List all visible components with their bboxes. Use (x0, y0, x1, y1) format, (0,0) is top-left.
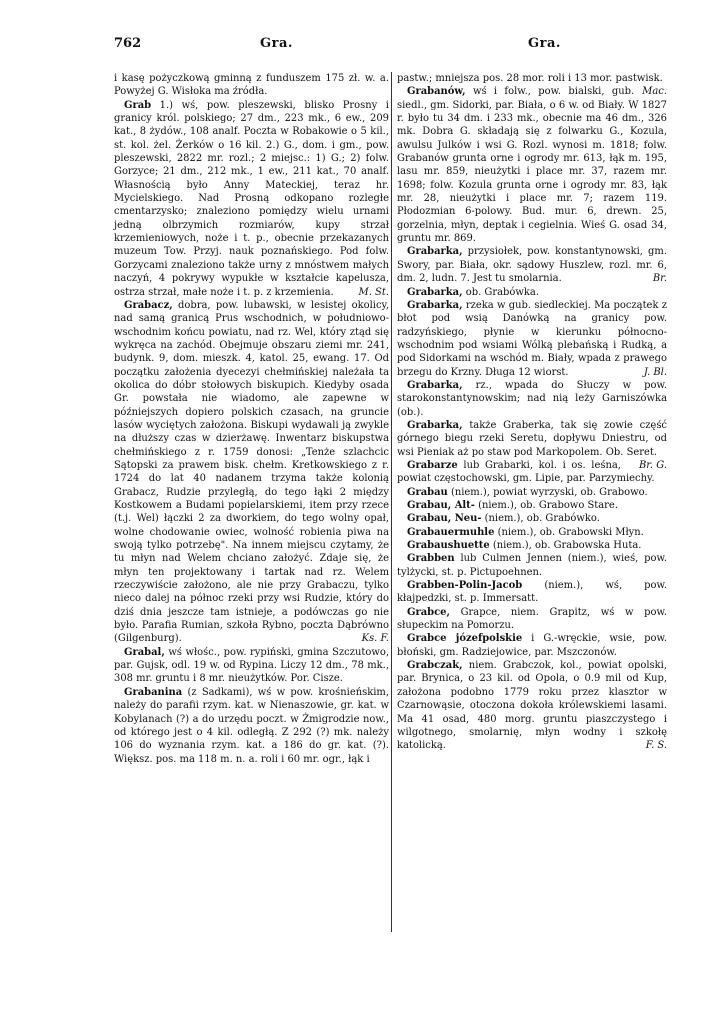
entry-text: (z Sadkami), wś w pow. krośnieńskim, należy do parafii rzym. kat. w Nienaszowie, gr. kat. w Kobylanach (?) a do urzędu poczt. w Żmigrodzie now., od którego jest o 4 kil. odległą. Z 292 (?) mk. należy 106 do wyznania rzym. kat. a 186 do gr. kat. (?). Większ. pos. ma 118 m. n. a. roli i 60 mr. ogr., łąk i (114, 686, 389, 765)
entry-signature: Br. G. (638, 459, 667, 471)
dictionary-entry (397, 526, 667, 539)
entry-headword: Grabanina (124, 686, 183, 698)
entry-signature: Mac. (642, 86, 667, 98)
entry-headword: Grabau (407, 486, 448, 498)
dictionary-entry (114, 299, 389, 646)
entry-text: (niem.), wś, pow. kłajpedzki, st. p. Immersatt. (397, 580, 667, 605)
entry-text: wś i folw., pow. bialski, gub. siedl., gm. Sidorki, par. Biała, o 6 w. od Biały. W 1827 r. było tu 34 dm. i 233 mk., obecnie ma 46 dm., 326 mk. Dobra G. składają się z folwarku G., Kozula, awulsu Julków i wsi G. Rozl. wynosi m. 1818; folw. Grabanów grunta orne i ogrody mr. 613, łąk m. 195, lasu mr. 859, nieużytki i place mr. 37, razem mr. 1698; folw. Kozula grunta orne i ogrody mr. 83, łąk mr. 28, nieużytki i place mr. 7; razem 119. Płodozmian 6-polowy. Bud. mur. 6, drewn. 25, gorzelnia, młyn, deptak i cegielnia. Wieś G. osad 34, gruntu mr. 869. (397, 86, 667, 245)
entry-text: niem. Grabczok, kol., powiat opolski, par. Brynica, o 23 kil. od Opola, o 0.9 mil od Kup, założona podobno 1779 roku przez klasztor w Czarnowąsie, otoczona dokoła królewskiemi lasami. Ma 41 osad, 480 morg. gruntu piaszczystego i wilgotnego, smolarnię, młyn wodny i szkołę katolicką. (397, 660, 667, 752)
dictionary-entry (397, 552, 667, 579)
entry-headword: Grabarka, (407, 419, 463, 431)
entry-text: (niem.), powiat wyrzyski, ob. Grabowo. (450, 486, 648, 498)
entry-text: także Graberka, tak się zowie część górnego biegu rzeki Seretu, dopływu Dniestru, od wsi Pieniak aż po staw pod Markopolem. Ob. Seret. (397, 419, 667, 458)
entry-text: i kasę pożyczkową gminną z funduszem 175 zł. w. a. Powyżej G. Wisłoka ma źródła. (114, 73, 389, 98)
entry-headword: Grabce, (407, 606, 450, 618)
dictionary-entry (397, 486, 667, 499)
entry-headword: Grabarka, (407, 379, 463, 391)
entry-headword: Grabau, Alt- (407, 500, 475, 511)
dictionary-entry (397, 299, 667, 379)
entry-text: rzeka w gub. siedleckiej. Ma początek z błot pod wsią Danówką na granicy pow. radzyńskiego, płynie w kierunku północno-wschodnim pod wsiami Wólką plebańską i Rudką, a pod Sidorkami na wschód m. Biały, wpada z prawego brzegu do Krzny. Długa 12 wiorst. (397, 299, 667, 378)
page-number: 762 (114, 36, 142, 51)
entry-headword: Grabce józefpolskie (407, 633, 523, 645)
header-right-word: Gra. (528, 36, 561, 51)
entry-text: lub Grabarki, kol. i os. leśna, powiat częstochowski, gm. Lipie, par. Parzymiechy. (397, 459, 655, 485)
entry-headword: Grabal, (124, 646, 165, 658)
entry-signature: Br. (652, 273, 667, 285)
entry-headword: Grabarka, (407, 299, 463, 311)
entry-text: (niem.), ob. Grabówko. (484, 513, 600, 525)
dictionary-entry (397, 579, 667, 606)
entry-headword: Grabben-Polin-Jacob (407, 580, 523, 592)
dictionary-entry (397, 659, 667, 752)
entry-headword: Grabczak, (407, 660, 463, 672)
dictionary-entry (397, 85, 667, 245)
dictionary-entry (114, 646, 389, 686)
entry-text: przysiołek, pow. konstantynowski, gm. Swory, par. Biała, okr. sądowy Huszlew, rozl. mr. 6, dm. 2, ludn. 7. Jest tu smolarnia. (397, 246, 667, 285)
entry-text: 1.) wś, pow. pleszewski, blisko Prosny i granicy król. polskiego; 27 dm., 223 mk., 6 ew., 209 kat., 8 żydów., 108 analf. Poczta w Robakowie o 5 kil., st. kol. żel. Żerków o 16 kil. 2.) G., dom. i gm., pow. pleszewski, 2822 mr. rozl.; 2 miejsc.: 1) G.; 2) folw. Gorzyce; 21 dm., 212 mk., 1 ew., 211 kat., 70 analf. Własnością było Anny Mateckiej, teraz hr. Mycielskiego. Nad Prosną odkopano rozległe cmentarzysko; znaleziono pomiędzy wielu urnami jedną olbrzymich rozmiarów, kupy strzał krzemieniowych, noże i t. p., obecnie przekazanych muzeum Tow. Przyj. nauk poznańskiego. Pod folw. Gorzycami znaleziono także urny z mnóstwem małych naczyń, 4 pokrywy wypukłe w kształcie kapelusza, ostrza strzał, małe noże i t. p. z krzemienia. (114, 99, 389, 298)
entry-text: (niem.), ob. Grabowo Stare. (478, 500, 618, 511)
entry-headword: Grabben (407, 553, 455, 565)
header-left-word: Gra. (260, 36, 293, 51)
entry-signature: J. Bl. (643, 366, 667, 378)
entry-headword: Grabarka, (407, 246, 463, 258)
entry-text: pastw.; mniejsza pos. 28 mor. roli i 13 mor. pastwisk. (397, 73, 663, 84)
entry-headword: Grabarze (407, 459, 458, 471)
dictionary-entry (397, 539, 667, 552)
dictionary-entry (397, 512, 667, 525)
entry-headword: Grabauermuhle (407, 526, 495, 538)
entry-headword: Grabau, Neu- (407, 513, 482, 525)
left-column (114, 72, 389, 766)
entry-headword: Grab (124, 99, 152, 111)
entry-text: Grapce, niem. Grapitz, wś w pow. słupeckim na Pomorzu. (397, 606, 667, 632)
dictionary-entry (397, 632, 667, 659)
column-divider (391, 72, 392, 932)
entry-headword: Grabarka, (407, 286, 463, 298)
entry-text: i G.-wręckie, wsie, pow. błoński, gm. Radziejowice, par. Mszczonów. (397, 633, 667, 658)
entry-text: (niem.), ob. Grabowski Młyn. (497, 526, 644, 538)
dictionary-entry (114, 686, 389, 766)
entry-headword: Grabaushuette (407, 540, 490, 552)
dictionary-entry (397, 499, 667, 512)
entry-signature: F. S. (645, 740, 667, 752)
entry-headword: Grabanów, (407, 86, 466, 98)
dictionary-entry (397, 379, 667, 419)
page-header (110, 36, 640, 56)
entry-text: ob. Grabówka. (465, 286, 539, 298)
entry-headword: Grabacz, (124, 299, 173, 311)
dictionary-entry (114, 99, 389, 299)
dictionary-entry (397, 606, 667, 633)
entry-text: rz., wpada do Słuczy w pow. starokonstantynowskim; nad nią leży Garniszówka (ob.). (397, 379, 667, 418)
entry-text: (niem.), ob. Grabowska Huta. (492, 540, 642, 552)
entry-signature: M. St. (358, 286, 389, 298)
dictionary-entry (397, 286, 667, 299)
entry-text: lub Culmen Jennen (niem.), wieś, pow. tylżycki, st. p. Pictupoehnen. (397, 553, 667, 578)
right-column (397, 72, 667, 753)
dictionary-entry (114, 72, 389, 99)
dictionary-entry (397, 245, 667, 285)
entry-signature: Ks. F. (361, 633, 389, 645)
entry-text: wś włośc., pow. rypiński, gmina Szczutowo, par. Gujsk, odl. 19 w. od Rypina. Liczy 12 dm., 78 mk., 308 mr. gruntu i 8 mr. nieużytków. Por. Cisze. (114, 646, 389, 685)
entry-text: dobra, pow. lubawski, w lesistej okolicy, nad samą granicą Prus wschodnich, w południowo-wschodnim końcu powiatu, nad rz. Wel, który ztąd się wykręca na zachód. Obejmuje obszaru ziemi mr. 241, budynk. 9, dom. mieszk. 4, katol. 25, ewang. 17. Od początku założenia dyecezyi chełmińskiej należała ta okolica do dóbr stołowych biskupich. Kiedyby osada Gr. powstała nie wiadomo, ale zapewne w późniejszych dopiero polskich czasach, na gruncie lasów wyciętych założona. Biskupi wydawali ją zwykle na dłuższy czas w dzierżawę. Inwentarz biskupstwa chełmińskiego z r. 1759 donosi: „Tenże szlachcic Sątopski za prawem bisk. chełm. Kretkowskiego z r. 1724 do lat 40 nadanem trzyma także kolonią Grabacz, Rudzie przyległą, do tego łąki 2 między Kostkowem a Budami popielarskiemi, item przy rzece (t.j. Wel) łączki 2 za dworkiem, do tego wolny opał, wolne chodowanie owiec, wolność robienia piwa na swoją tylko potrzebę". Na innem miejscu czytamy, że tu młyn nad Welem chciano założyć. Zdaje się, że młyn ten projektowany i tartak nad rz. Welem rzeczywiście założono, ale nie przy Grabaczu, tylko nieco dalej na północ rzeki przy wsi Rudzie, który do dziś dnia jeszcze tam istnieje, a podówczas go nie było. Parafia Rumian, szkoła Rybno, poczta Dąbrówno (Gilgenburg). (114, 299, 389, 645)
